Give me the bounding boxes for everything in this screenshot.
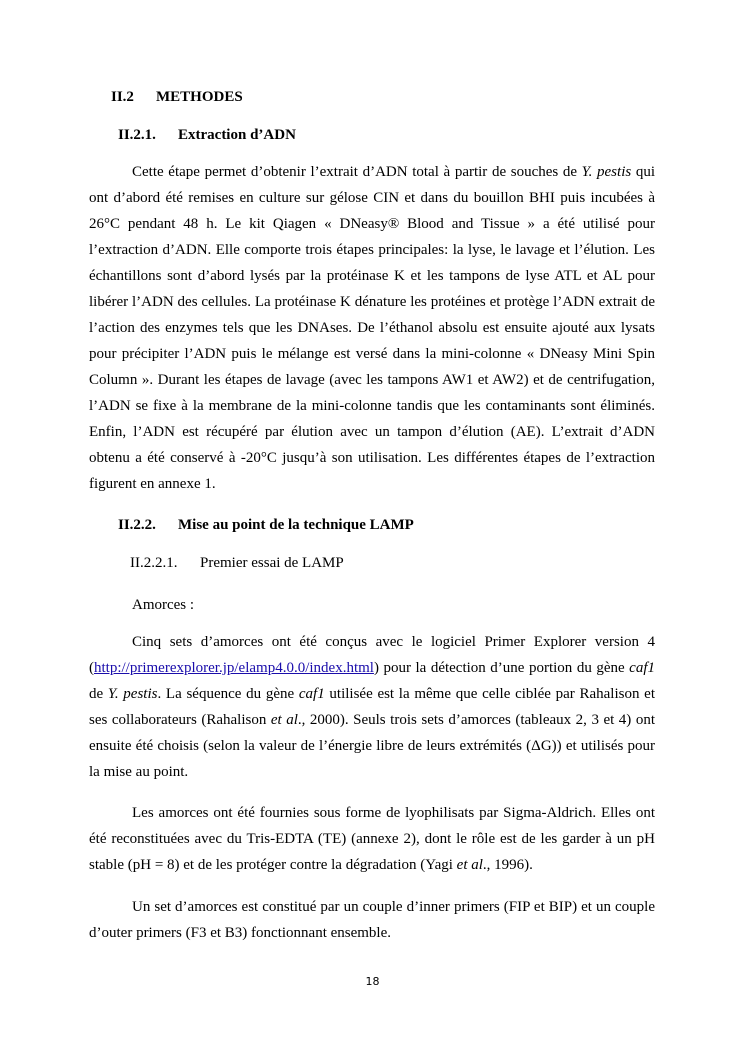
subsection-title: Extraction d’ADN xyxy=(178,127,296,143)
gene-name: caf1 xyxy=(298,686,325,702)
section-heading xyxy=(111,89,243,106)
et-al: et al xyxy=(456,857,483,873)
page-number: 18 xyxy=(365,975,380,988)
subsection-number: II.2.2. xyxy=(118,517,156,533)
subsection-title: Mise au point de la technique LAMP xyxy=(178,517,414,533)
subsubsection-number: II.2.2.1. xyxy=(130,555,178,571)
subsection-number: II.2.1. xyxy=(118,127,156,143)
subsection-heading-extraction xyxy=(118,127,296,144)
species-name: Y. pestis xyxy=(581,164,632,180)
section-title: METHODES xyxy=(156,89,243,105)
subsubsection-heading xyxy=(130,555,344,572)
gene-name: caf1 xyxy=(629,660,655,676)
paragraph-primers-reconstitution: Les amorces ont été fournies sous forme de lyophilisats par Sigma-Aldrich. Elles ont été reconstituées avec du Tris-EDTA (TE) (annexe 2), dont le rôle est de les garder à un pH stable (pH = 8) et de les protéger contre la dégradation (Yagi et al., 1996). xyxy=(89,805,655,873)
paragraph-primers-design: Cinq sets d’amorces ont été conçus avec le logiciel Primer Explorer version 4 (http://primerexplorer.jp/elamp4.0.0/index.html) pour la détection d’une portion du gène caf1 de Y. pestis. La séquence du gène caf1 utilisée est la même que celle ciblée par Rahalison et ses collaborateurs (Rahalison et al., 2000). Seuls trois sets d’amorces (tableaux 2, 3 et 4) ont ensuite été choisis (selon la valeur de l’énergie libre de leurs extrémités (ΔG)) et utilisés pour la mise au point. xyxy=(89,634,655,780)
species-name: Y. pestis xyxy=(107,686,158,702)
subsection-heading-lamp xyxy=(118,517,414,534)
paragraph-extraction: Cette étape permet d’obtenir l’extrait d’ADN total à partir de souches de Y. pestis qui ont d’abord été remises en culture sur gélose CIN et dans du bouillon BHI puis incubées à 26°C pendant 48 h. Le kit Qiagen « DNeasy® Blood and Tissue » a été utilisé pour l’extraction d’ADN. Elle comporte trois étapes principales: la lyse, le lavage et l’élution. Les échantillons sont d’abord lysés par la protéinase K et les tampons de lyse ATL et AL pour libérer l’ADN des cellules. La protéinase K dénature les protéines et protège l’ADN extrait de l’action des enzymes tels que les DNAses. De l’éthanol absolu est ensuite ajouté aux lysats pour précipiter l’ADN puis le mélange est versé dans la mini-colonne « DNeasy Mini Spin Column ». Durant les étapes de lavage (avec les tampons AW1 et AW2) et de centrifugation, l’ADN se fixe à la membrane de la mini-colonne tandis que les contaminants sont éliminés. Enfin, l’ADN est récupéré par élution avec un tampon d’élution (AE). L’extrait d’ADN obtenu a été conservé à -20°C jusqu’à son utilisation. Les différentes étapes de l’extraction figurent en annexe 1. xyxy=(89,164,656,492)
primerexplorer-link[interactable]: http://primerexplorer.jp/elamp4.0.0/index.html xyxy=(94,660,374,676)
section-number: II.2 xyxy=(111,89,134,105)
amorces-label: Amorces : xyxy=(132,597,195,613)
subsubsection-title: Premier essai de LAMP xyxy=(200,555,344,571)
et-al: et al xyxy=(270,712,298,728)
paragraph-primer-set: Un set d’amorces est constitué par un couple d’inner primers (FIP et BIP) et un couple d’outer primers (F3 et B3) fonctionnant ensemble. xyxy=(89,899,655,941)
